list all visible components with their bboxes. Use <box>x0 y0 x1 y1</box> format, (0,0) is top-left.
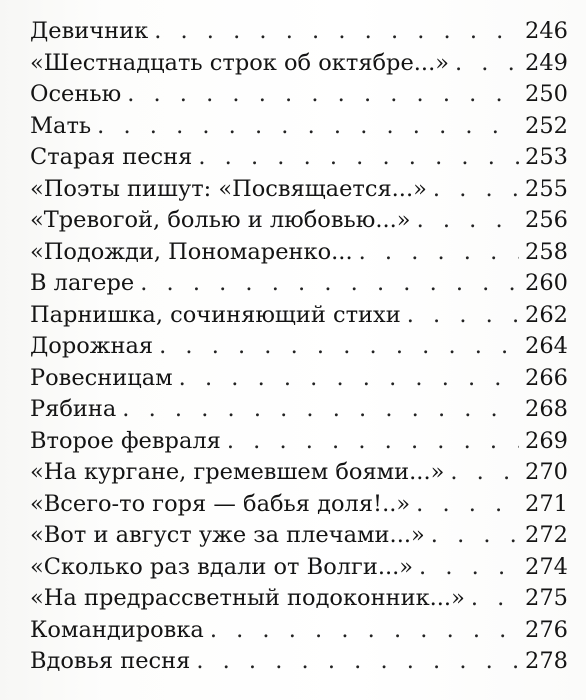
toc-entry <box>30 237 568 269</box>
toc-entry-title: «Сколько раз вдали от Волги...» <box>30 553 414 580</box>
toc-entry-title: «Тревогой, болью и любовью...» <box>30 207 411 233</box>
toc-entry-title: «Шестнадцать строк об октябре...» <box>30 49 449 76</box>
dot-leader <box>127 79 519 111</box>
toc-entry-page: 258 <box>525 238 568 265</box>
toc-entry <box>30 79 568 111</box>
toc-entry <box>30 205 568 237</box>
dot-leader <box>122 394 519 426</box>
dot-leader <box>455 48 519 80</box>
toc-entry-page: 252 <box>525 112 568 139</box>
toc-entry-page: 271 <box>525 490 568 517</box>
dot-leader <box>227 426 519 458</box>
toc-entry <box>30 363 568 395</box>
toc-entry <box>30 615 568 647</box>
dot-leader <box>196 646 519 678</box>
dot-leader <box>417 205 519 237</box>
toc-entry-title: «Поэты пишут: «Посвящается...» <box>30 175 427 202</box>
toc-entry <box>30 426 568 458</box>
dot-leader <box>450 457 519 489</box>
dot-leader <box>416 489 519 521</box>
dot-leader <box>359 237 519 269</box>
toc-entry-page: 246 <box>525 18 568 44</box>
toc-entry <box>30 489 568 521</box>
toc-entry <box>30 646 568 678</box>
toc-entry-title: Командировка <box>30 616 204 643</box>
toc-entry-title: Девичник <box>30 18 149 44</box>
toc-entry-title: «Подожди, Пономаренко... <box>30 238 353 265</box>
toc-entry-page: 255 <box>525 175 568 202</box>
dot-leader <box>210 615 519 647</box>
toc-entry-page: 272 <box>525 522 568 548</box>
toc-entry-page: 260 <box>525 270 568 296</box>
toc-entry-title: В лагере <box>30 270 135 296</box>
toc-entry-page: 249 <box>525 49 568 76</box>
toc-entry-title: «На кургане, гремевшем боями...» <box>30 459 445 485</box>
toc-entry-page: 269 <box>525 427 568 454</box>
dot-leader <box>179 363 519 395</box>
toc-entry-page: 262 <box>525 301 568 328</box>
toc-entry <box>30 552 568 584</box>
toc-entry <box>30 111 568 143</box>
toc-entry-page: 268 <box>525 396 568 422</box>
toc-entry-title: Вдовья песня <box>30 648 191 674</box>
toc-entry <box>30 394 568 426</box>
toc-entry-page: 266 <box>525 364 568 391</box>
toc-entry-page: 253 <box>525 144 568 170</box>
toc-entry-page: 275 <box>525 585 568 611</box>
dot-leader <box>97 111 519 143</box>
dot-leader <box>431 520 519 552</box>
toc-entry <box>30 331 568 363</box>
dot-leader <box>407 300 519 332</box>
toc-entry-page: 274 <box>525 553 568 580</box>
toc-entry <box>30 16 568 48</box>
toc-entry-page: 278 <box>525 648 568 674</box>
toc-entry-page: 250 <box>525 81 568 107</box>
table-of-contents <box>30 16 568 678</box>
toc-entry-title: «На предрассветный подоконник...» <box>30 585 465 611</box>
toc-entry-page: 264 <box>525 333 568 359</box>
toc-entry <box>30 48 568 80</box>
toc-entry-title: «Всего-то горя — бабья доля!..» <box>30 490 411 517</box>
dot-leader <box>140 268 519 300</box>
dot-leader <box>433 174 519 206</box>
toc-entry-title: Мать <box>30 112 92 139</box>
toc-entry-page: 276 <box>525 616 568 643</box>
toc-entry-page: 256 <box>525 207 568 233</box>
toc-entry <box>30 583 568 615</box>
toc-entry-title: Дорожная <box>30 333 154 359</box>
dot-leader <box>154 16 519 48</box>
toc-entry-title: Парнишка, сочиняющий стихи <box>30 301 401 328</box>
toc-entry <box>30 520 568 552</box>
toc-entry <box>30 174 568 206</box>
toc-entry <box>30 300 568 332</box>
toc-entry-title: Осенью <box>30 81 122 107</box>
toc-entry <box>30 457 568 489</box>
toc-entry-title: Старая песня <box>30 144 193 170</box>
dot-leader <box>198 142 519 174</box>
toc-entry-title: Ровесницам <box>30 364 173 391</box>
toc-entry-title: Второе февраля <box>30 427 221 454</box>
dot-leader <box>471 583 519 615</box>
dot-leader <box>419 552 519 584</box>
toc-entry <box>30 142 568 174</box>
toc-entry-title: Рябина <box>30 396 117 422</box>
toc-entry-title: «Вот и август уже за плечами...» <box>30 522 425 548</box>
toc-entry-page: 270 <box>525 459 568 485</box>
dot-leader <box>159 331 519 363</box>
toc-entry <box>30 268 568 300</box>
